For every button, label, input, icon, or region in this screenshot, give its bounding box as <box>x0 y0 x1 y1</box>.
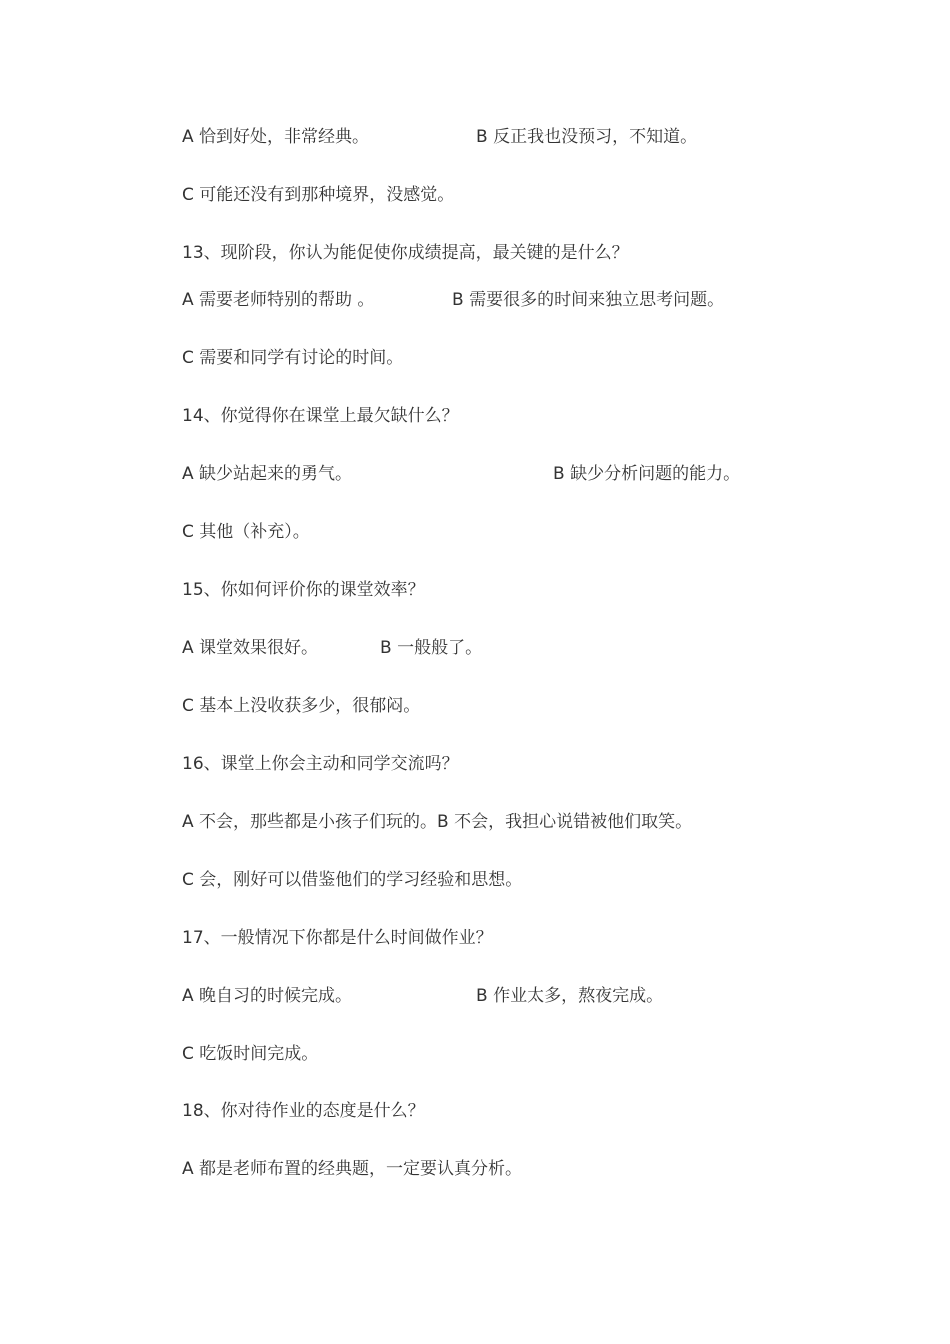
q15-question: 15、你如何评价你的课堂效率？ <box>182 580 425 600</box>
q17-question: 17、一般情况下你都是什么时间做作业？ <box>182 928 493 948</box>
q15-option-c: C 基本上没收获多少，很郁闷。 <box>182 696 421 716</box>
q14-option-a: A 缺少站起来的勇气。 <box>182 464 353 484</box>
q13-option-b: B 需要很多的时间来独立思考问题。 <box>452 290 725 310</box>
q14-option-b: B 缺少分析问题的能力。 <box>553 464 741 484</box>
q17-option-a: A 晚自习的时候完成。 <box>182 986 353 1006</box>
q12-option-a: A 恰到好处，非常经典。 <box>182 127 370 147</box>
q15-option-b: B 一般般了。 <box>380 638 483 658</box>
q14-question: 14、你觉得你在课堂上最欠缺什么？ <box>182 406 459 426</box>
q16-question: 16、课堂上你会主动和同学交流吗？ <box>182 754 459 774</box>
q15-option-a: A 课堂效果很好。 <box>182 638 319 658</box>
q17-option-c: C 吃饭时间完成。 <box>182 1044 319 1064</box>
q13-option-c: C 需要和同学有讨论的时间。 <box>182 348 404 368</box>
q13-question: 13、现阶段，你认为能促使你成绩提高，最关键的是什么？ <box>182 243 629 263</box>
q13-option-a: A 需要老师特别的帮助 。 <box>182 290 375 310</box>
q14-option-c: C 其他（补充）。 <box>182 522 310 542</box>
q17-option-b: B 作业太多，熬夜完成。 <box>476 986 664 1006</box>
q18-option-a: A 都是老师布置的经典题，一定要认真分析。 <box>182 1159 523 1179</box>
q18-question: 18、你对待作业的态度是什么？ <box>182 1101 425 1121</box>
q16-options-ab: A 不会，那些都是小孩子们玩的。B 不会，我担心说错被他们取笑。 <box>182 812 693 832</box>
q12-option-b: B 反正我也没预习，不知道。 <box>476 127 698 147</box>
q12-option-c: C 可能还没有到那种境界，没感觉。 <box>182 185 455 205</box>
q16-option-c: C 会，刚好可以借鉴他们的学习经验和思想。 <box>182 870 523 890</box>
